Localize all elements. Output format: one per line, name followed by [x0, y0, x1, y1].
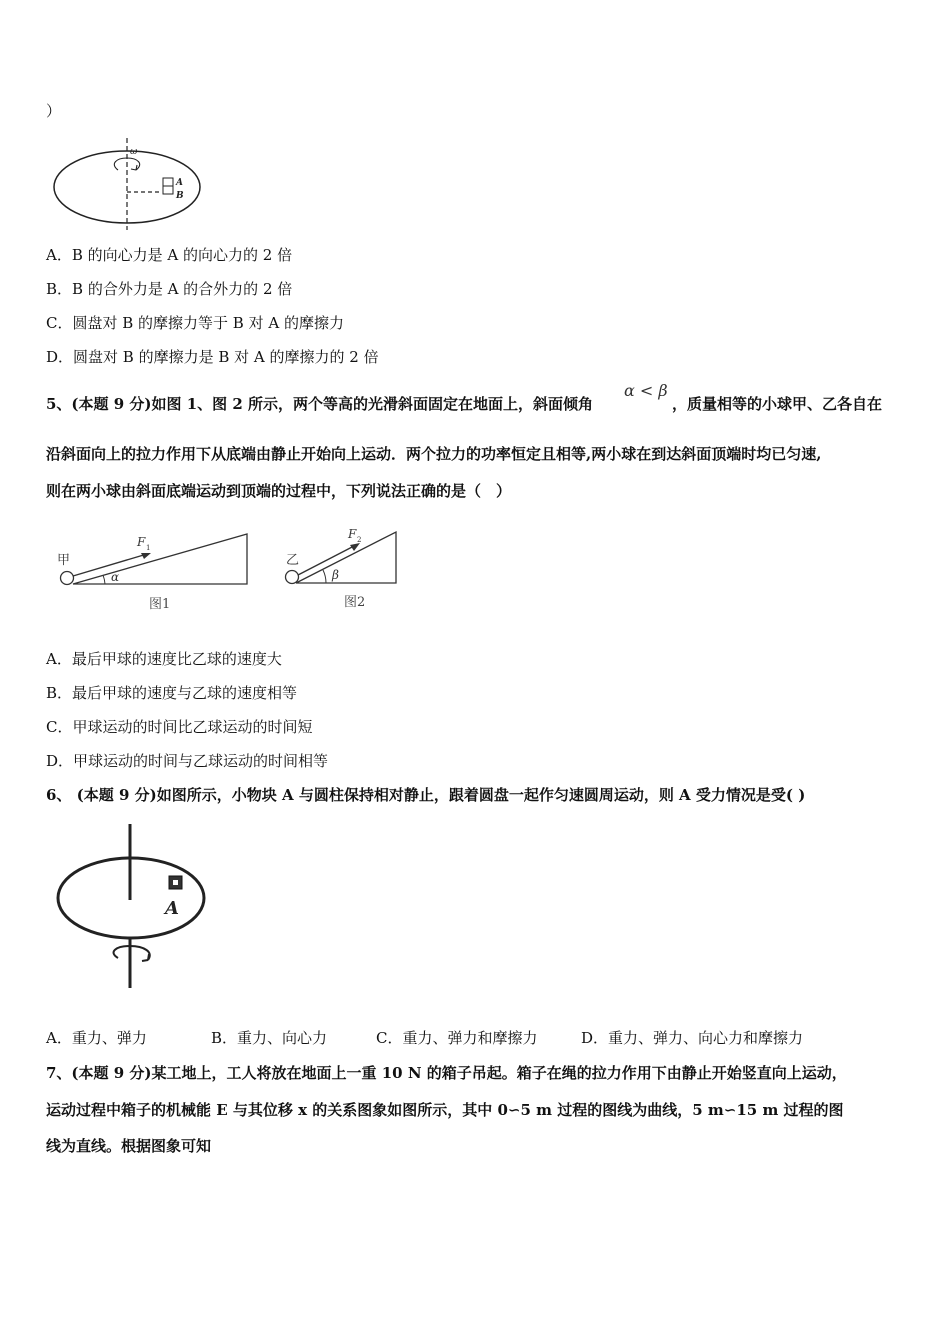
q4-option-b: B．B 的合外力是 A 的合外力的 2 倍 — [46, 280, 293, 298]
q7-stem-line1: 7、(本题 9 分)某工地上，工人将放在地面上一重 10 N 的箱子吊起。箱子在绳的拉力作用下由静止开始竖直向上运动， — [46, 1064, 847, 1082]
figure-1-caption: 图1 — [149, 597, 171, 612]
q5-option-d: D．甲球运动的时间与乙球运动的时间相等 — [46, 752, 329, 770]
q5-stem-line1a: 5、(本题 9 分)如图 1、图 2 所示，两个等高的光滑斜面固定在地面上，斜面倾角 — [46, 395, 594, 413]
block-a-label: A — [165, 898, 179, 919]
q5-stem-line2: 沿斜面向上的拉力作用下从底端由静止开始向上运动．两个拉力的功率恒定且相等,两小球在到达斜面顶端时均已匀速, — [46, 445, 822, 463]
q6-option-d: D．重力、弹力、向心力和摩擦力 — [581, 1029, 804, 1047]
q6-stem: 6、 (本题 9 分)如图所示，小物块 A 与圆柱保持相对静止，跟着圆盘一起作匀速圆周运动，则 A 受力情况是受( ) — [46, 786, 806, 804]
force-f2-subscript: 2 — [357, 536, 362, 544]
q5-inline-math: α < β — [624, 381, 668, 400]
q7-stem-line2: 运动过程中箱子的机械能 E 与其位移 x 的关系图象如图所示，其中 0∽5 m 过程的图线为曲线，5 m∽15 m 过程的图 — [46, 1101, 844, 1119]
angle-beta-label: β — [332, 568, 339, 582]
force-f1-subscript: 1 — [146, 544, 151, 552]
ball-yi-label: 乙 — [286, 553, 300, 568]
q4-option-d: D．圆盘对 B 的摩擦力是 B 对 A 的摩擦力的 2 倍 — [46, 348, 379, 366]
figure-2-caption: 图2 — [344, 595, 366, 610]
omega-label: ω — [130, 147, 138, 157]
question-fragment-close-paren: ） — [46, 102, 62, 120]
q6-option-b: B．重力、向心力 — [211, 1029, 328, 1047]
q5-option-a: A．最后甲球的速度比乙球的速度大 — [46, 650, 282, 668]
q5-stem-line1b: ，质量相等的小球甲、乙各自在 — [672, 395, 883, 413]
q5-stem-line3: 则在两小球由斜面底端运动到顶端的过程中，下列说法正确的是（ ） — [46, 482, 512, 500]
q4-option-a: A．B 的向心力是 A 的向心力的 2 倍 — [46, 246, 293, 264]
q5-option-b: B．最后甲球的速度与乙球的速度相等 — [46, 684, 298, 702]
angle-alpha-label: α — [111, 570, 120, 584]
q7-stem-line3: 线为直线。根据图象可知 — [46, 1137, 212, 1155]
block-b-label: B — [176, 191, 184, 201]
ball-jia-label: 甲 — [57, 553, 71, 568]
force-f1-label: F — [137, 535, 146, 549]
figure-incline-2 — [282, 524, 412, 616]
block-a-label: A — [176, 178, 183, 188]
figure-incline-1 — [55, 526, 255, 616]
figure-disk-cylinder-block — [50, 822, 215, 994]
q6-option-a: A．重力、弹力 — [46, 1029, 147, 1047]
q5-option-c: C．甲球运动的时间比乙球运动的时间短 — [46, 718, 313, 736]
figure-rotating-disk-blocks — [50, 136, 210, 232]
q4-option-c: C．圆盘对 B 的摩擦力等于 B 对 A 的摩擦力 — [46, 314, 344, 332]
force-f2-label: F — [348, 527, 357, 541]
q6-option-c: C．重力、弹力和摩擦力 — [376, 1029, 538, 1047]
